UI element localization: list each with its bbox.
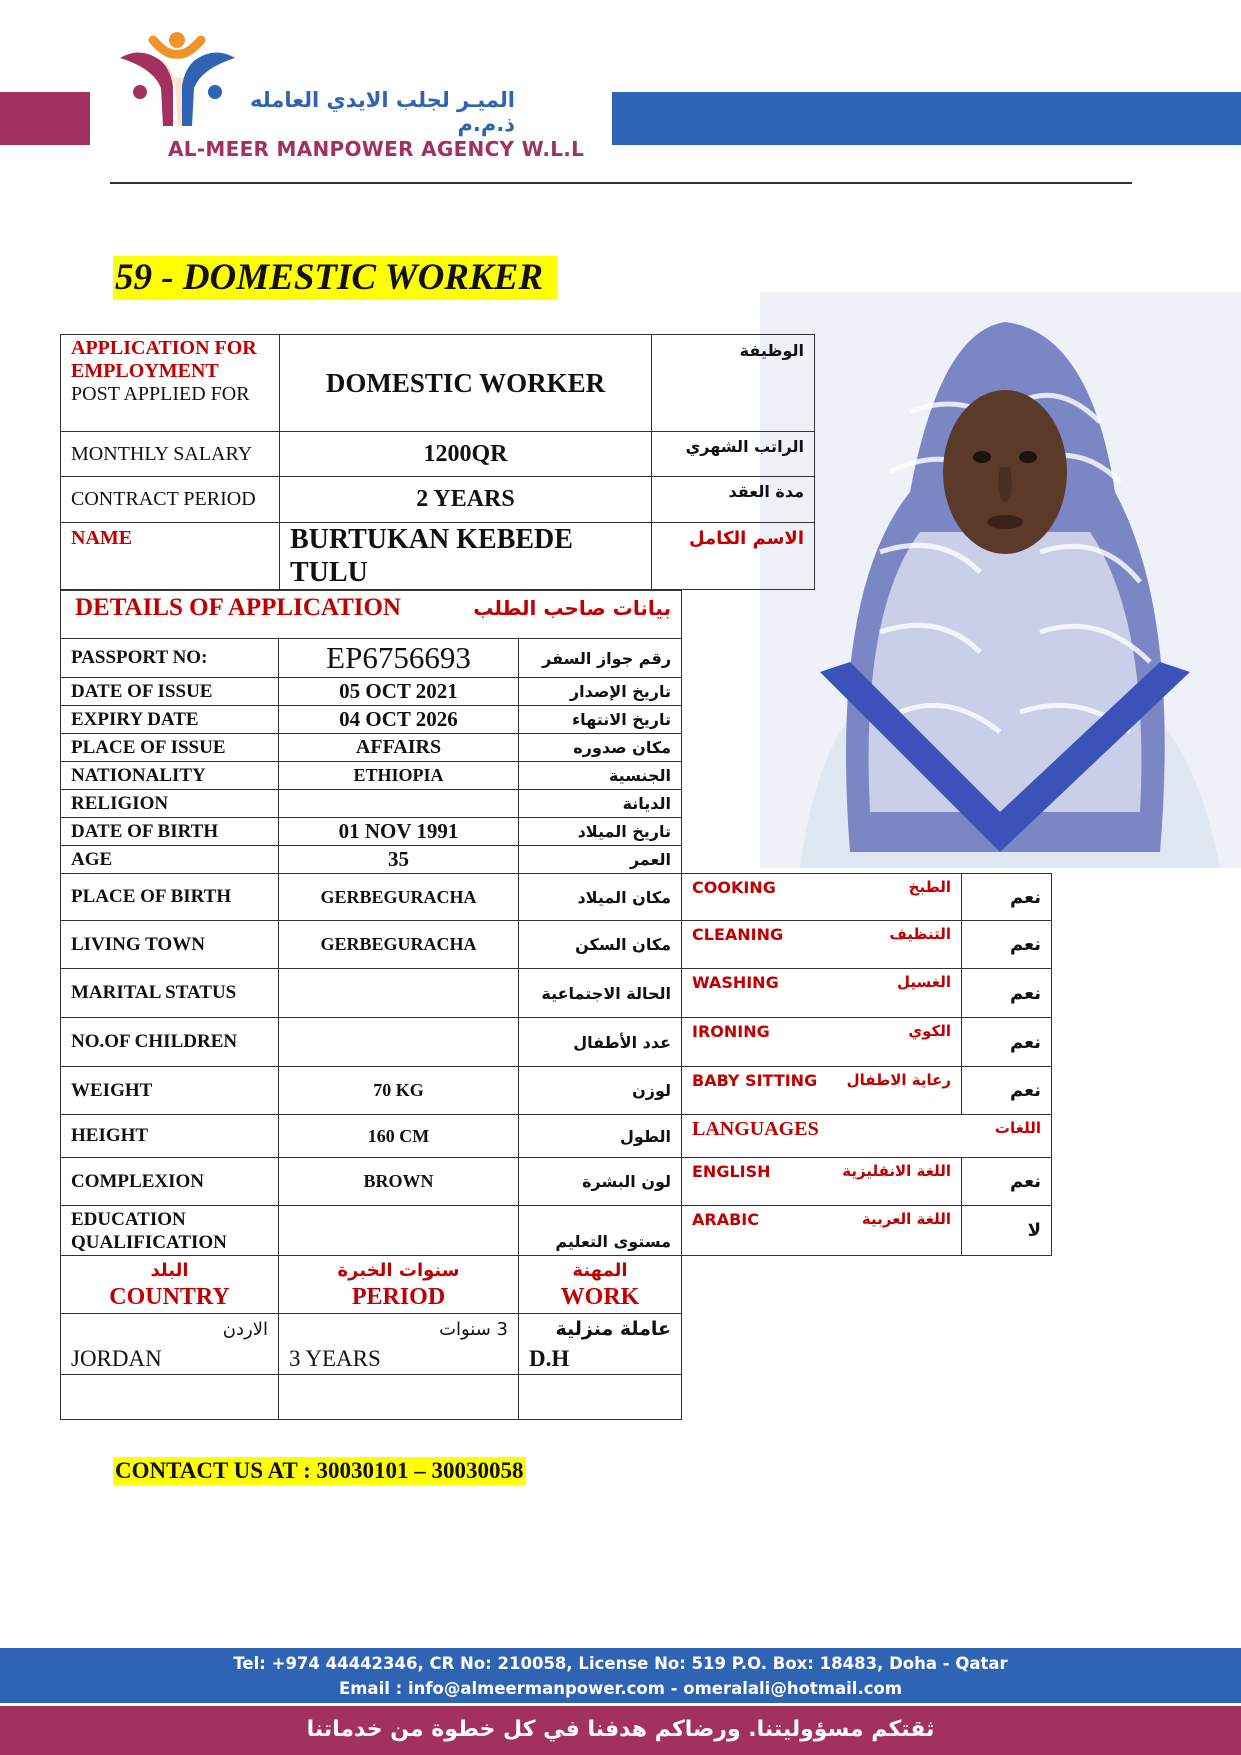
- complexion-arabic: لون البشرة: [519, 1158, 682, 1206]
- education-arabic: مستوى التعليم: [519, 1206, 682, 1256]
- work-header: WORK: [560, 1283, 640, 1310]
- footer-info: [0, 1648, 1241, 1703]
- passport-label: PASSPORT NO:: [61, 639, 279, 678]
- age-arabic: العمر: [519, 846, 682, 874]
- living-town-arabic: مكان السكن: [519, 921, 682, 969]
- language-arabic-answer: لا: [962, 1206, 1052, 1256]
- table-row: [61, 477, 815, 523]
- table-row: [61, 846, 682, 874]
- language-english-arabic: اللغة الانقليزية: [842, 1162, 951, 1180]
- expiry-date-arabic: تاريخ الانتهاء: [519, 706, 682, 734]
- dob-arabic: تاريخ الميلاد: [519, 818, 682, 846]
- table-row: [682, 1067, 1052, 1115]
- skill-baby-sitting-arabic: رعاية الاطفال: [846, 1071, 951, 1089]
- agency-name-english: AL-MEER MANPOWER AGENCY W.L.L: [168, 137, 585, 161]
- work-header-arabic: المهنة: [572, 1259, 628, 1281]
- place-of-issue-arabic: مكان صدوره: [519, 734, 682, 762]
- religion-value: [279, 790, 519, 818]
- weight-arabic: لوزن: [519, 1067, 682, 1115]
- table-row: [682, 921, 1052, 969]
- nationality-value: ETHIOPIA: [279, 762, 519, 790]
- salary-arabic: الراتب الشهري: [652, 432, 815, 477]
- name-value: BURTUKAN KEBEDE TULU: [280, 523, 652, 590]
- table-row: [61, 1206, 682, 1256]
- issue-date-label: DATE OF ISSUE: [61, 678, 279, 706]
- salary-value: 1200QR: [280, 432, 652, 477]
- skill-washing-answer: نعم: [962, 969, 1052, 1018]
- skill-ironing-arabic: الكوي: [908, 1022, 951, 1040]
- language-arabic-arabic: اللغة العربية: [861, 1210, 951, 1228]
- skill-cleaning-answer: نعم: [962, 921, 1052, 969]
- table-row: [61, 706, 682, 734]
- experience-work-arabic: عاملة منزلية: [555, 1317, 671, 1340]
- salary-label: MONTHLY SALARY: [61, 432, 280, 477]
- table-row: [61, 591, 682, 639]
- nationality-arabic: الجنسية: [519, 762, 682, 790]
- place-of-birth-arabic: مكان الميلاد: [519, 874, 682, 921]
- place-of-issue-label: PLACE OF ISSUE: [61, 734, 279, 762]
- living-town-value: GERBEGURACHA: [279, 921, 519, 969]
- dob-label: DATE OF BIRTH: [61, 818, 279, 846]
- language-english: ENGLISH: [692, 1162, 771, 1181]
- table-row: [61, 921, 682, 969]
- experience-work: D.H: [529, 1345, 570, 1371]
- religion-label: RELIGION: [61, 790, 279, 818]
- marital-status-value: [279, 969, 519, 1018]
- skills-table: [681, 873, 1052, 1256]
- contract-arabic: مدة العقد: [652, 477, 815, 523]
- table-row: [61, 432, 815, 477]
- education-value: [279, 1206, 519, 1256]
- skill-cooking-answer: نعم: [962, 874, 1052, 921]
- table-row: [61, 1313, 682, 1374]
- skill-cooking: COOKING: [692, 878, 776, 897]
- dob-value: 01 NOV 1991: [279, 818, 519, 846]
- age-label: AGE: [61, 846, 279, 874]
- children-value: [279, 1018, 519, 1067]
- footer-slogan: ثقتكم مسؤوليتنا. ورضاكم هدفنا في كل خطوة من خدماتنا: [0, 1706, 1241, 1755]
- table-row: [61, 734, 682, 762]
- expiry-date-value: 04 OCT 2026: [279, 706, 519, 734]
- height-value: 160 CM: [279, 1115, 519, 1158]
- complexion-value: BROWN: [279, 1158, 519, 1206]
- marital-status-arabic: الحالة الاجتماعية: [519, 969, 682, 1018]
- skill-washing: WASHING: [692, 973, 779, 992]
- skill-cleaning: CLEANING: [692, 925, 784, 944]
- table-row: [61, 818, 682, 846]
- height-arabic: الطول: [519, 1115, 682, 1158]
- table-row: [61, 1067, 682, 1115]
- skill-baby-sitting: BABY SITTING: [692, 1071, 818, 1090]
- contract-label: CONTRACT PERIOD: [61, 477, 280, 523]
- header-bar-right: [612, 92, 1241, 145]
- post-applied-arabic: الوظيفة: [652, 335, 815, 432]
- language-arabic: ARABIC: [692, 1210, 759, 1229]
- applicant-photo: [760, 292, 1241, 868]
- languages-heading: LANGUAGES: [692, 1118, 819, 1140]
- children-arabic: عدد الأطفال: [519, 1018, 682, 1067]
- weight-label: WEIGHT: [61, 1067, 279, 1115]
- place-of-birth-label: PLACE OF BIRTH: [61, 874, 279, 921]
- country-header-arabic: البلد: [150, 1259, 189, 1281]
- details-table: [60, 590, 682, 1256]
- issue-date-value: 05 OCT 2021: [279, 678, 519, 706]
- experience-country: JORDAN: [71, 1345, 162, 1371]
- table-row: [61, 762, 682, 790]
- name-label: NAME: [61, 523, 280, 590]
- languages-heading-arabic: اللغات: [994, 1119, 1041, 1137]
- name-arabic: الاسم الكامل: [652, 523, 815, 590]
- table-row: [682, 969, 1052, 1018]
- country-header: COUNTRY: [109, 1283, 230, 1310]
- table-row: [61, 1255, 682, 1313]
- post-applied-label: POST APPLIED FOR: [71, 383, 250, 405]
- contact-line: CONTACT US AT : 30030101 – 30030058: [115, 1458, 524, 1483]
- table-row: [682, 1018, 1052, 1067]
- skill-cleaning-arabic: التنظيف: [889, 925, 951, 943]
- page-title: 59 - DOMESTIC WORKER: [113, 256, 557, 300]
- skill-ironing: IRONING: [692, 1022, 770, 1041]
- expiry-date-label: EXPIRY DATE: [61, 706, 279, 734]
- period-header: PERIOD: [351, 1283, 446, 1310]
- experience-period: 3 YEARS: [289, 1345, 381, 1371]
- experience-table: [60, 1255, 682, 1420]
- age-value: 35: [279, 846, 519, 874]
- agency-name-arabic: الميـر لجلب الايدي العامله ذ.م.م: [250, 88, 515, 136]
- table-row: [61, 1374, 682, 1419]
- complexion-label: COMPLEXION: [61, 1158, 279, 1206]
- education-label: EDUCATION QUALIFICATION: [61, 1206, 279, 1256]
- experience-period-arabic: 3 سنوات: [439, 1318, 508, 1340]
- experience-country-arabic: الاردن: [222, 1318, 268, 1340]
- table-row: [682, 1158, 1052, 1206]
- nationality-label: NATIONALITY: [61, 762, 279, 790]
- footer-contact-line: Tel: +974 44442346, CR No: 210058, License No: 519 P.O. Box: 18483, Doha - Qatar: [233, 1654, 1008, 1673]
- details-heading: DETAILS OF APPLICATION: [75, 594, 401, 621]
- table-row: [61, 335, 815, 432]
- passport-value: EP6756693: [279, 639, 519, 678]
- contract-value: 2 YEARS: [280, 477, 652, 523]
- table-row: [61, 678, 682, 706]
- table-row: [61, 874, 682, 921]
- passport-arabic: رقم جواز السفر: [519, 639, 682, 678]
- place-of-birth-value: GERBEGURACHA: [279, 874, 519, 921]
- skill-washing-arabic: الغسيل: [896, 973, 951, 991]
- religion-arabic: الديانة: [519, 790, 682, 818]
- footer-email-line: Email : info@almeermanpower.com - omeralali@hotmail.com: [338, 1679, 903, 1698]
- table-row: [61, 523, 815, 590]
- table-row: [682, 874, 1052, 921]
- period-header-arabic: سنوات الخبرة: [337, 1259, 460, 1281]
- table-row: [61, 1115, 682, 1158]
- table-row: [61, 790, 682, 818]
- skill-cooking-arabic: الطبخ: [908, 878, 951, 896]
- height-label: HEIGHT: [61, 1115, 279, 1158]
- table-row: [682, 1206, 1052, 1256]
- language-english-answer: نعم: [962, 1158, 1052, 1206]
- table-row: [61, 1158, 682, 1206]
- header-bar-left: [0, 92, 90, 145]
- header-divider: [110, 182, 1132, 184]
- weight-value: 70 KG: [279, 1067, 519, 1115]
- application-table: [60, 334, 815, 590]
- post-applied-value: DOMESTIC WORKER: [280, 335, 652, 432]
- table-row: [61, 639, 682, 678]
- children-label: NO.OF CHILDREN: [61, 1018, 279, 1067]
- issue-date-arabic: تاريخ الإصدار: [519, 678, 682, 706]
- skill-baby-sitting-answer: نعم: [962, 1067, 1052, 1115]
- application-heading: APPLICATION FOR EMPLOYMENT: [71, 337, 257, 382]
- details-heading-arabic: بيانات صاحب الطلب: [473, 596, 672, 620]
- living-town-label: LIVING TOWN: [61, 921, 279, 969]
- skill-ironing-answer: نعم: [962, 1018, 1052, 1067]
- table-row: [61, 969, 682, 1018]
- marital-status-label: MARITAL STATUS: [61, 969, 279, 1018]
- table-row: [682, 1115, 1052, 1158]
- place-of-issue-value: AFFAIRS: [279, 734, 519, 762]
- table-row: [61, 1018, 682, 1067]
